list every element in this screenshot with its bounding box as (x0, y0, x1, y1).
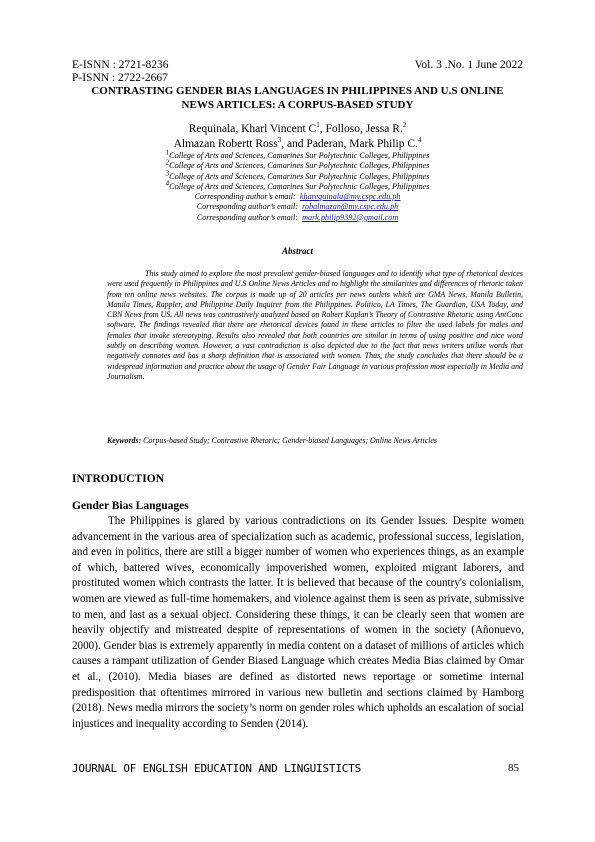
pissn: P-ISNN : 2722-2667 (72, 72, 168, 84)
paper-title (70, 84, 525, 112)
email-line (80, 213, 515, 223)
author-sup: 4 (417, 136, 422, 145)
affiliation (80, 179, 515, 192)
author-sup: 2 (402, 121, 407, 130)
body-text (72, 514, 524, 732)
affiliation-text: College of Arts and Sciences, Camarines Sur Polytechnic Colleges, Philippines (169, 181, 430, 191)
affiliation-sup: 3 (165, 168, 170, 177)
affiliation-text: College of Arts and Sciences, Camarines Sur Polytechnic Colleges, Philippines (169, 151, 430, 160)
abstract-heading: Abstract (281, 246, 313, 256)
email-line (80, 202, 515, 212)
author-name: , Folloso, Jessa R. (319, 123, 403, 135)
authors-line-1 (70, 122, 525, 137)
keywords (107, 436, 507, 446)
affiliation-text: College of Arts and Sciences, Camarines Sur Polytechnic Colleges, Philippines (169, 171, 430, 181)
email-label: Corresponding author’s email: (196, 202, 299, 212)
affiliation-sup: 4 (165, 179, 170, 188)
email-link[interactable]: kharequinala@my.cspc.edu.ph (299, 192, 401, 202)
keywords-text: Corpus-based Study; Contrastive Rhetoric; Gender-biased Languages; Online News Articles (141, 436, 437, 445)
affiliation-sup: 1 (165, 148, 170, 157)
email-label: Corresponding author’s email: (196, 212, 298, 222)
author-sup: 3 (277, 136, 282, 145)
title-line-2: NEWS ARTICLES: A CORPUS-BASED STUDY (181, 99, 414, 111)
body-paragraph: The Philippines is glared by various contradictions on its Gender Issues. Despite women advancement in the various area of specialization such as academic, professional success, legislation, and even in politics, there are still a bigger number of women who experiences things, as an example of which, battered wives, economically impoverished women, exploited migrant laborers, and prostituted women which contrasts the latter. It is believed that because of the country's colonialism, women are viewed as full-time homemakers, and violence against them is seen as private, submissive to men, and last as a sexual object. Considering these things, it can be clearly seen that women are heavily objectify and mistreated despite of representations of women in the society (Añonuevo, 2000). Gender bias is extremely apparently in media content on a dataset of millions of articles which causes a rampant utilization of Gender Biased Language which creates Media Bias claimed by Omar et al., (2010). Media biases are defined as distorted news reportage or sometime internal predisposition that oftentimes mirrored in various new bulletin and sections claimed by Hamborg (2018). News media mirrors the society’s norm on gender roles which upholds an escalation of social injustices and inequality according to Senden (2014). (72, 515, 524, 730)
title-line-1: CONTRASTING GENDER BIAS LANGUAGES IN PHILIPPINES AND U.S ONLINE (91, 85, 504, 97)
email-link[interactable]: mark.philip9392@gmail.com (302, 212, 399, 222)
email-line (80, 192, 515, 202)
author-list (70, 122, 525, 152)
abstract-text: This study aimed to explore the most prevalent gender-biased languages and to identify what type of rhetorical devices were used frequently in Philippines and U.S Online News Articles and to highlight the similarities and differences of rhetoric taken from ten online news websites. The corpus is made up of 20 articles per news outlets which are GMA News, Manila Bulletin, Manila Times, Rappler, and Philippine Daily Inquirer from the Philippines. Politico, LA Times, The Guardian, USA Today, and CBN News from US. All news was contrastively analyzed based on Robert Kaplan’s Theory of Contrastive Rhetoric using AntConc software. The findings revealed that there are rhetorical devices found in these articles to filter the used labels for males and females that invoke stereotyping. Results also revealed that both countries are similar in terms of using positive and nice word subtly on describing women. However, a vast contradiction is also depicted due to the fact that news writers utilize words that negatively connotes and has a sharp definition that is associated with women. Thus, the study concludes that there should be a widespread information and practice about the usage of Gender Fair Language in various profession most especially in Media and Journalism. (107, 269, 523, 381)
journal-name: JOURNAL OF ENGLISH EDUCATION AND LINGUISTICTS (72, 762, 362, 775)
section-heading: INTRODUCTION (72, 473, 165, 485)
affiliation (80, 148, 515, 161)
authors-line-2 (70, 137, 525, 152)
subsection-heading: Gender Bias Languages (72, 500, 189, 512)
page-number: 85 (508, 762, 519, 774)
affiliation (80, 168, 515, 182)
abstract-body (107, 269, 523, 382)
author-sup: 1 (316, 121, 320, 130)
author-name: Requinala, Kharl Vincent C (188, 123, 317, 135)
email-label: Corresponding author’s email: (194, 192, 296, 202)
author-name: , and Paderan, Mark Philip C. (281, 138, 418, 150)
affiliation (80, 158, 515, 171)
eissn: E-ISNN : 2721-8236 (72, 59, 169, 71)
author-name: Almazan Robertt Ross (173, 138, 278, 150)
affiliations (80, 148, 515, 223)
volume-info: Vol. 3 .No. 1 June 2022 (414, 59, 523, 71)
affiliation-text: College of Arts and Sciences, Camarines Sur Polytechnic Colleges, Philippines (169, 161, 430, 171)
email-link[interactable]: robalmazan@my.cspc.edu.ph (302, 202, 399, 212)
affiliation-sup: 2 (165, 158, 170, 167)
keywords-label: Keywords: (107, 436, 142, 445)
